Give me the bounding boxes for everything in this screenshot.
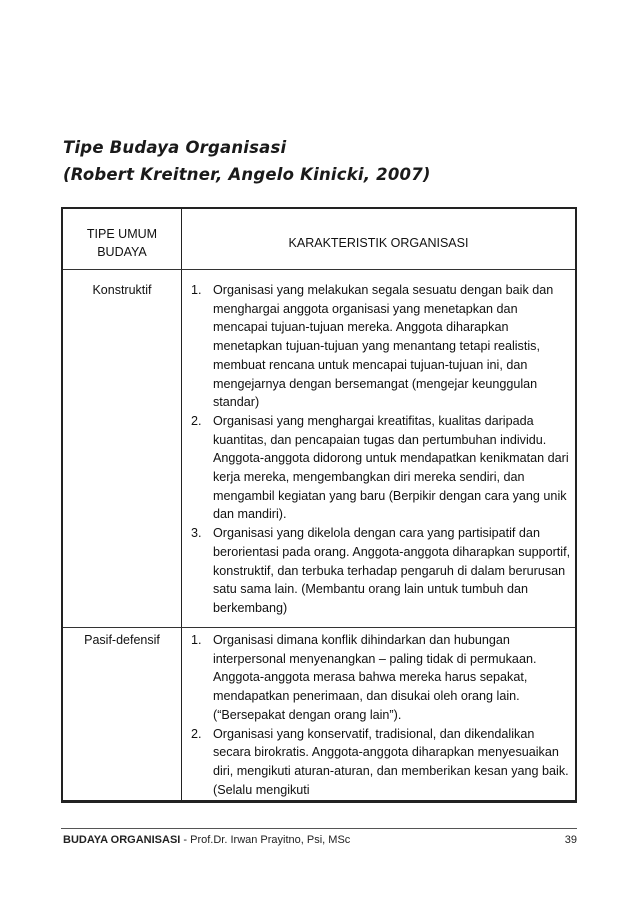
header-characteristics: KARAKTERISTIK ORGANISASI (288, 236, 469, 250)
konstruktif-characteristics-list (191, 281, 574, 618)
footer-divider (61, 828, 577, 829)
list-item: 2. Organisasi yang menghargai kreatifitas, kualitas daripada kuantitas, dan pencapaian tugas dan pertumbuhan individu. Anggota-anggota didorong untuk mendapatkan kenikmatan dari kerja mereka, mengembangkan diri mereka sendiri, dan mengambil kegiatan yang baru (Berpikir dengan cara yang unik dan mandiri). (191, 413, 569, 522)
header-culture-type: TIPE UMUM BUDAYA (86, 227, 158, 259)
footer-author: - Prof.Dr. Irwan Prayitno, Psi, MSc (180, 834, 351, 846)
list-item: 1. Organisasi yang melakukan segala sesuatu dengan baik dan menghargai anggota organisasi yang menetapkan dan mencapai tujuan-tujuan mereka. Anggota diharapkan menetapkan tujuan-tujuan yang menantang tetapi realistis, membuat rencana untuk mencapai tujuan-tujuan ini, dan mengejarnya dengan bersemangat (mengejar keunggulan standar) (191, 283, 554, 410)
heading (63, 134, 431, 188)
list-item: 3. Organisasi yang dikelola dengan cara yang partisipatif dan berorientasi pada orang. Anggota-anggota diharapkan supportif, konstruktif, dan terbuka terhadap pengaruh di dalam berurusan satu sama lain. (Membantu orang lain untuk tumbuh dan berkembang) (191, 526, 571, 615)
heading-title: Tipe Budaya Organisasi (63, 138, 287, 157)
list-item: 2. Organisasi yang konservatif, tradisional, dan dikendalikan secara birokratis. Anggota-anggota diharapkan menyesuaikan diri, mengikuti aturan-aturan, dan memberikan kesan yang baik. (Selalu mengikuti (191, 726, 569, 797)
row-type-pasif-defensif: Pasif-defensif (84, 633, 160, 647)
page-footer (63, 833, 577, 847)
list-item: 1. Organisasi dimana konflik dihindarkan dan hubungan interpersonal menyenangkan – paling tidak di permukaan. Anggota-anggota merasa bahwa mereka harus sepakat, mendapatkan penerimaan, dan disukai oleh orang lain. (“Bersepakat dengan orang lain”). (191, 633, 537, 722)
footer-book-title: BUDAYA ORGANISASI (63, 834, 181, 846)
culture-type-table (61, 207, 577, 803)
pasif-defensif-characteristics-list (191, 631, 574, 799)
row-divider (63, 627, 575, 628)
page-number: 39 (564, 834, 577, 846)
heading-subtitle: (Robert Kreitner, Angelo Kinicki, 2007) (63, 165, 431, 184)
column-divider (181, 209, 182, 800)
header-divider (63, 269, 575, 270)
row-type-konstruktif: Konstruktif (92, 283, 152, 297)
